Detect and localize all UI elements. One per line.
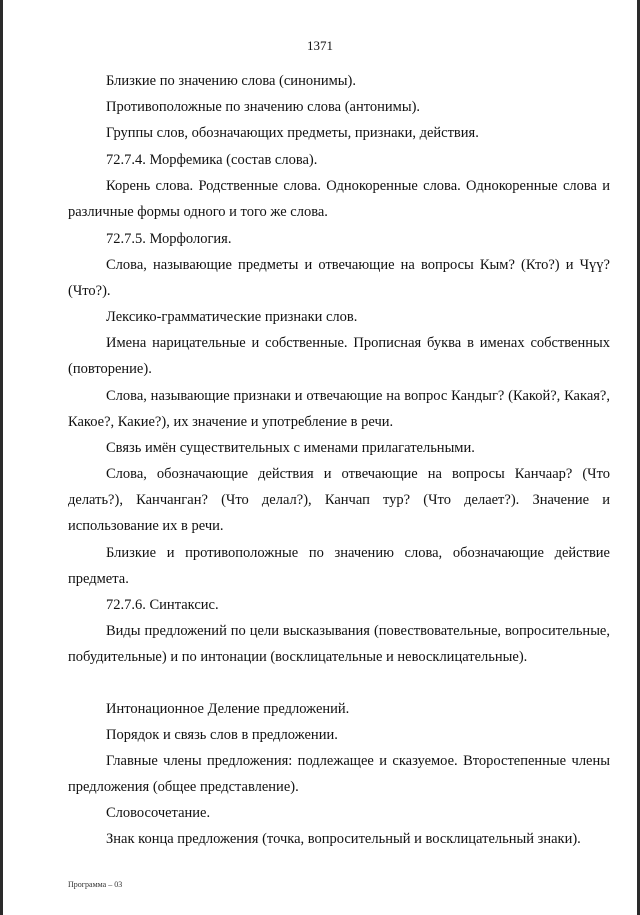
paragraph: Словосочетание. — [106, 805, 211, 821]
paragraph: Корень слова. Родственные слова. Однокоренные слова. Однокоренные слова и различные формы одного и того же слова. — [68, 178, 610, 220]
paragraph: Близкие и противоположные по значению слова, обозначающие действие предмета. — [68, 545, 610, 587]
footer-program-label: Программа – 03 — [68, 880, 123, 889]
paragraph: Лексико-грамматические признаки слов. — [106, 309, 358, 325]
paragraph: Знак конца предложения (точка, вопросительный и восклицательный знаки). — [106, 831, 581, 847]
paragraph: Слова, обозначающие действия и отвечающие на вопросы Канчаар? (Что делать?), Канчанган? (Что делал?), Канчап тур? (Что делает?). Значение и использование их в речи. — [68, 466, 610, 534]
paragraph: Близкие по значению слова (синонимы). — [106, 73, 356, 89]
paragraph: Главные члены предложения: подлежащее и сказуемое. Второстепенные члены предложения (общее представление). — [68, 753, 610, 795]
paragraph: Интонационное Деление предложений. — [106, 701, 350, 717]
paragraph: Связь имён существительных с именами прилагательными. — [106, 440, 475, 456]
paragraph: Противоположные по значению слова (антонимы). — [106, 99, 421, 115]
page-edge-left — [0, 0, 3, 915]
section-heading: 72.7.6. Синтаксис. — [106, 597, 219, 613]
paragraph: Группы слов, обозначающих предметы, признаки, действия. — [106, 125, 479, 141]
paragraph: Порядок и связь слов в предложении. — [106, 727, 338, 743]
section-heading: 72.7.4. Морфемика (состав слова). — [106, 152, 318, 168]
paragraph: Слова, называющие признаки и отвечающие на вопрос Кандыг? (Какой?, Какая?, Какое?, Какие?), их значение и употребление в речи. — [68, 388, 610, 430]
paragraph: Виды предложений по цели высказывания (повествовательные, вопросительные, побудительные) и по интонации (восклицательные и невосклицательные). — [68, 623, 610, 665]
section-heading: 72.7.5. Морфология. — [106, 231, 232, 247]
paragraph: Имена нарицательные и собственные. Прописная буква в именах собственных (повторение). — [68, 335, 610, 377]
paragraph: Слова, называющие предметы и отвечающие на вопросы Кым? (Кто?) и Чүү? (Что?). — [68, 257, 610, 299]
page-number: 1371 — [307, 38, 333, 53]
